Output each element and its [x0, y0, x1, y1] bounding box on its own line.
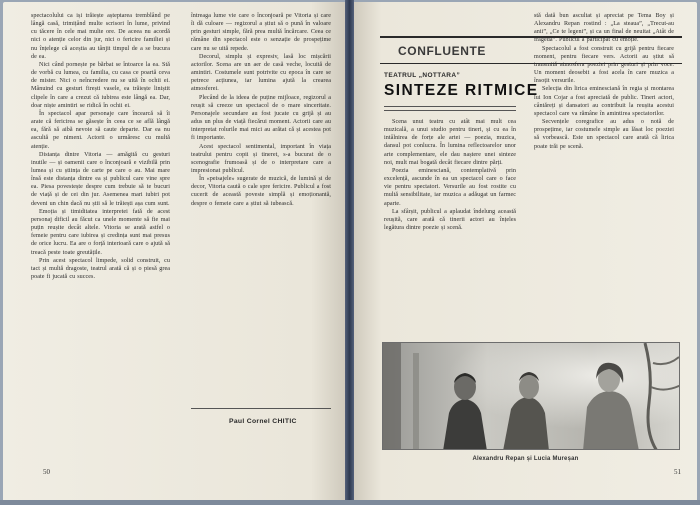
divider	[384, 106, 516, 107]
paragraph: În «peisajele» sugerate de muzică, de lumină și de decor, Vitoria caută o cale spre fericire. Publicul a fost cucerit de această poveste simplă și emoționantă, despre o femeie care a știut să iubească.	[191, 176, 331, 207]
paragraph: Acest spectacol sentimental, important în viața teatrului pentru copii și tineret, s-a bucurat de o scenografie frumoasă și de o interpretare care a impresionat publicul.	[191, 143, 331, 174]
paragraph: Distanța dintre Vitoria — amăgită cu gesturi inutile — și oamenii care o înconjoară e vizibilă prin lumea și cu știința de carte pe care o au. Mai mare însă este distanța dintre ea și publicul care vine spre ea. Piesa povestește despre cum trebuie să te bucuri de viață și de cei din jur. Asemenea mari iubiri pot deveni un chin dacă nu știi să le trăiești așa cum sunt.	[31, 151, 170, 207]
book-gutter	[345, 0, 354, 505]
photo-caption: Alexandru Repan și Lucia Mureșan	[472, 456, 579, 462]
section-title: CONFLUENTE	[398, 44, 486, 58]
performance-photo	[382, 342, 680, 450]
paragraph: La sfârșit, publicul a aplaudat îndelung această reușită, care arată că tinerii actori au înțeles legătura dintre poezie și scenă.	[384, 208, 516, 232]
right-column-2	[534, 12, 674, 340]
photo-image	[383, 343, 680, 450]
paragraph: Scena unui teatru cu atât mai mult cea muzicală, a unui studio pentru tineri, și cu ea în intâlnirea de forțe ale artei — poezia, muzica, dansul pot conlucra. În lumina reflectoarelor unor arte complementare, ele dau naștere unei sinteze noi, mult mai bogată decât fiecare dintre părți.	[384, 119, 516, 166]
paragraph: întreaga lume vie care o înconjoară pe Vitoria și care îi dă culoare — regizorul a știut să o pună în valoare prin gesturi simple, fără prea multă încărcare. Ceea ce rămâne din spectacol este o senzație de prospețime care nu se uită repede.	[191, 13, 331, 52]
page-number-left: 50	[43, 468, 50, 476]
paragraph: spectacolului ca iși trăiește așteptarea tremblând pe lângă casă, trimițând multe scrisori în lume, privind cu tăcere în cele mai multe ore. De aceea nu acordă nici o atenție celor din jur, nici o fericire familiei și nu înțelege că aceștia au tânjit timpul de a se bucura de ea.	[31, 13, 170, 60]
paragraph: Nici când pornește pe bărbat se întoarce la ea. Stă de vorbă cu lumea, cu familia, cu casa ce poartă ceva de mister. Nici o neîncredere nu se uită în ochii ei. Mânuind cu gesturi firești vasele, ea trăiește liniștit clipele în care a crezut că iubirea este lângă ea. Dar, doar niște amintiri se ridică în ochii ei.	[31, 61, 170, 109]
paragraph: Prin acest spectacol limpede, solid construit, cu tact și multă dragoste, teatrul arată că și o piesă grea poate fi jucată cu succes.	[31, 257, 170, 280]
divider	[384, 110, 516, 111]
right-page	[354, 2, 697, 502]
article-kicker: TEATRUL „NOTTARA”	[384, 72, 461, 79]
paragraph: În spectacol apar personaje care încearcă să îi arate că fericirea se găsește în ceea ce se află lângă ea, fără să aibă nevoie să caute departe. Dar ea nu ascultă pe nimeni. Actorii o urmăresc cu multă atenție.	[31, 110, 170, 150]
left-column-1	[31, 12, 170, 432]
book-edge	[0, 500, 700, 505]
paragraph: Spectacolul a fost construit cu grijă pentru fiecare moment, pentru fiecare vers. Actorii au știut să transmită atmosfera poeziei prin gesturi și prin voce. Un moment deosebit a fost acela în care muzica a însoțit versurile.	[534, 45, 674, 85]
paragraph: Emoția și timiditatea interpretei fată de acest personaj dificil au făcut ca unele momente să fie mai puțin reușite decât altele. Vitoria se arată astfel o femeie pentru care iubirea și credința sunt mai presus de orice lucru. Ea are o forță interioară care o ajută să treacă peste toate greutățile.	[31, 208, 170, 256]
paragraph: Selecția din lirica eminesciană în regia și montarea lui Ion Cojar a fost apreciată de public. Tineri actori, cântăreți și dansatori au contribuit la reușita acestui spectacol care va rămâne în amintirea spectatorilor.	[534, 86, 674, 117]
paragraph: Plecând de la ideea de puține mijloace, regizorul a reușit să creeze un spectacol de o mare sinceritate. Personajele secundare au fost jucate cu grijă și au adus un plus de viață fiecărui moment. Actorii care au interpretat rolurile mai mici au arătat că și acestea pot fi importante.	[191, 94, 331, 142]
left-page	[3, 2, 345, 502]
divider	[191, 408, 331, 409]
article-headline: SINTEZE RITMICE	[384, 82, 539, 99]
right-column-1	[384, 118, 516, 340]
paragraph: Secvențele coregrafice au adus o notă de prospețime, iar costumele simple au lăsat loc poeziei să vorbească. Este un spectacol care arată că lirica poate trăi pe scenă.	[534, 119, 674, 150]
paragraph: Poezia eminesciană, contemplativă prin excelență, ascunde în ea un spectacol care o face vie pentru spectatori. Versurile au fost rostite cu multă sensibilitate, iar muzica a adăugat un farmec aparte.	[384, 167, 516, 207]
page-number-right: 51	[674, 468, 681, 476]
paragraph: stă dată bun ascultat și apreciat pe Tema Boy și Alexandru Repan rostind : „La steaua”, „Trecut-au anii”, „Ce te legeni”, și ca un final de neuitat „Atât de fragedă”. Publicul a participat cu emoție.	[534, 13, 674, 44]
left-column-2	[191, 12, 331, 404]
paragraph: Decorul, simplu și expresiv, lasă loc mișcării actorilor. Scena are un aer de casă veche, locuită de amintiri. Costumele sunt potrivite cu epoca în care se petrece acțiunea, iar lumina ajută la crearea atmosferei.	[191, 53, 331, 93]
author-signature: Paul Cornel CHITIC	[229, 418, 297, 425]
